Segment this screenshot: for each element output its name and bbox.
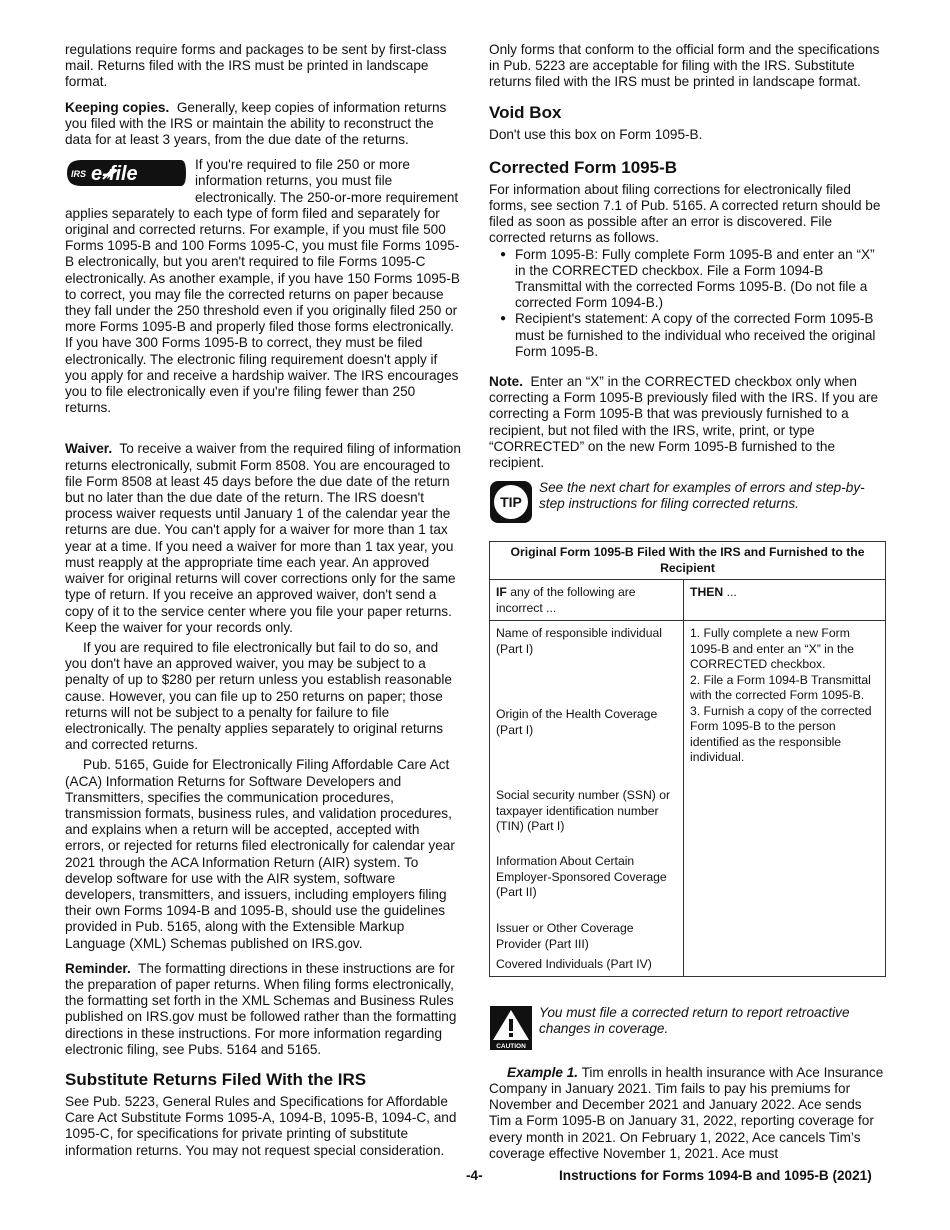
efile-text: If you're required to file 250 or more information returns, you must file electronically. The 250-or-more requirement applies separately to each type of form filed and separately for original and corrected returns. For example, if you must file 500 Forms 1095-B and 100 Forms 1095-C, you must file Forms 1095-B electronically, but you aren't required to file Forms 1095-C electronically. As another example, if you have 150 Forms 1095-B to correct, you may file the corrected returns on paper because they fall under the 250 threshold even if you originally filed 250 or more Forms 1095-B and properly filed those forms electronically. If you have 300 Forms 1095-B to correct, they must be filed electronically. The electronic filing requirement doesn't apply if you apply for and receive a hardship waiver. The IRS encourages you to file electronically even if you're filing fewer than 250 returns.	[65, 157, 460, 416]
document-title: Instructions for Forms 1094-B and 1095-B (2021)	[559, 1168, 872, 1183]
table-title: Original Form 1095-B Filed With the IRS and Furnished to the Recipient	[490, 542, 886, 580]
tip-text: See the next chart for examples of errors and step-by-step instructions for filing corrected returns.	[539, 480, 865, 512]
table-row: Name of responsible individual (Part I)	[496, 626, 662, 656]
page-number: -4-	[466, 1168, 483, 1183]
intro-paragraph: regulations require forms and packages to be sent by first-class mail. Returns filed with the IRS must be printed in landscape format.	[65, 42, 447, 90]
table-header-then: THEN ...	[684, 580, 886, 621]
tip-box	[489, 480, 886, 524]
table-row: Covered Individuals (Part IV)	[496, 957, 652, 972]
reminder-lead: Reminder.	[65, 960, 131, 976]
table-step: 1. Fully complete a new Form 1095-B and enter an “X” in the CORRECTED checkbox.	[690, 626, 854, 672]
table-then-cell	[684, 621, 886, 977]
list-item: ● Recipient's statement: A copy of the corrected Form 1095-B must be furnished to the individual who received the original Form 1095-B.	[489, 311, 886, 360]
tip-icon	[489, 480, 533, 524]
waiver-text: To receive a waiver from the required filing of information returns electronically, submit Form 8508. You are encouraged to file Form 8508 at least 45 days before the due date of the return but no later than the due date of the return. The IRS doesn't process waiver requests until January 1 of the calendar year the returns are due. You can't apply for a waiver for more than 1 tax year at a time. If you need a waiver for more than 1 tax year, you must reapply at the appropriate time each year. An approved waiver for original returns will cover corrections only for the same type of return. If you receive an approved waiver, don't send a copy of it to the service center where you file your paper returns. Keep the waiver for your records only.	[65, 441, 461, 635]
penalty-paragraph: If you are required to file electronically but fail to do so, and you don't have an approved waiver, you may be subject to a penalty of up to $280 per return unless you establish reasonable cause. However, you can file up to 250 returns on paper; those returns will not be subject to a penalty for failure to file electronically. The penalty applies separately to original returns and corrected returns.	[65, 639, 452, 753]
keeping-copies-text: Generally, keep copies of information returns you filed with the IRS or maintain the ability to reconstruct the data for at least 3 years, from the due date of the returns.	[65, 99, 447, 148]
svg-text:CAUTION: CAUTION	[496, 1042, 526, 1050]
void-box-heading: Void Box	[489, 102, 562, 122]
pub5165-paragraph: Pub. 5165, Guide for Electronically Filing Affordable Care Act (ACA) Information Returns for Software Developers and Transmitters, specifies the communication procedures, transmission formats, business rules, and validation procedures, and explains when a return will be accepted, accepted with errors, or rejected for returns filed electronically for calendar year 2021 through the ACA Information Return (AIR) system. To develop software for use with the AIR system, software developers, transmitters, and issuers, including employers filing their own Forms 1094-B and 1095-B, should use the guidelines provided in Pub. 5165, along with the Extensible Markup Language (XML) Schemas published on IRS.gov.	[65, 757, 455, 951]
waiver-lead: Waiver.	[65, 441, 113, 457]
keeping-copies-lead: Keeping copies.	[65, 99, 170, 115]
table-header-if: IF any of the following are incorrect ...	[490, 580, 684, 621]
reminder-paragraph	[65, 961, 461, 1058]
corrected-heading: Corrected Form 1095-B	[489, 157, 678, 177]
example-lead: Example 1.	[507, 1064, 579, 1080]
note-text: Enter an “X” in the CORRECTED checkbox only when correcting a Form 1095-B previously filed with the IRS. If you are correcting a Form 1095-B that was previously furnished to a recipient, but not filed with the IRS, write, print, or type “CORRECTED” on the new Form 1095-B furnished to the recipient.	[489, 374, 879, 471]
corrected-paragraph: For information about filing corrections for electronically filed forms, see section 7.1 of Pub. 5165. A corrected return should be filed as soon as possible after an error is discovered. File corrected returns as follows.	[489, 181, 881, 246]
caution-box	[489, 1005, 886, 1051]
table-row: Information About Certain Employer-Sponsored Coverage (Part II)	[496, 854, 667, 900]
table-row: Issuer or Other Coverage Provider (Part III)	[496, 921, 634, 951]
right-intro-paragraph: Only forms that conform to the official form and the specifications in Pub. 5223 are acceptable for filing with the IRS. Substitute returns filed with the IRS must be printed in landscape format.	[489, 42, 880, 90]
table-if-cell	[490, 621, 684, 977]
left-column	[65, 42, 461, 1159]
reminder-text: The formatting directions in these instructions are for the preparation of paper returns. When filing forms electronically, the formatting set forth in the XML Schemas and Business Rules published on IRS.gov must be followed rather than the formatting directions in these instructions. For more information regarding electronic filing, see Pubs. 5164 and 5165.	[65, 960, 457, 1057]
substitute-heading: Substitute Returns Filed With the IRS	[65, 1069, 367, 1089]
note-paragraph	[489, 374, 886, 471]
substitute-paragraph: See Pub. 5223, General Rules and Specifications for Affordable Care Act Substitute Forms 1095-A, 1094-B, 1095-B, 1094-C, and 1095-C, for specifications for private printing of substitute information returns. You may not request special consideration.	[65, 1093, 457, 1158]
caution-icon	[489, 1005, 533, 1051]
example-paragraph	[489, 1065, 886, 1162]
table-step: 2. File a Form 1094-B Transmittal with the corrected Form 1095-B.	[690, 672, 871, 703]
svg-text:TIP: TIP	[500, 494, 522, 511]
list-item: ● Form 1095-B: Fully complete Form 1095-B and enter an “X” in the CORRECTED checkbox. File a Form 1094-B Transmittal with the corrected Forms 1095-B. (Do not file a corrected Form 1094-B.)	[489, 247, 886, 312]
waiver-paragraph	[65, 441, 461, 635]
corrected-bullet-list	[489, 247, 886, 360]
table-row: Origin of the Health Coverage (Part I)	[496, 707, 658, 737]
table-step: 3. Furnish a copy of the corrected Form 1095-B to the person identified as the responsible individual.	[690, 703, 872, 765]
irs-efile-logo-icon	[65, 157, 187, 189]
example-text: Tim enrolls in health insurance with Ace Insurance Company in January 2021. Tim fails to pay his premiums for November and December 2021 and January 2022. Ace sends Tim a Form 1095-B on January 31, 2022, reporting coverage for every month in 2021. On February 1, 2022, Ace cancels Tim’s coverage effective November 1, 2021. Ace must	[489, 1064, 884, 1161]
keeping-copies-paragraph	[65, 100, 461, 149]
void-box-text: Don't use this box on Form 1095-B.	[489, 126, 703, 142]
table-row: Social security number (SSN) or taxpayer identification number (TIN) (Part I)	[496, 788, 671, 834]
note-lead: Note.	[489, 374, 523, 390]
efile-paragraph	[65, 157, 461, 416]
svg-text:e-file: e-file	[91, 163, 138, 186]
svg-text:IRS: IRS	[71, 169, 87, 180]
corrections-table	[489, 541, 886, 977]
caution-text: You must file a corrected return to report retroactive changes in coverage.	[539, 1004, 850, 1036]
right-column	[489, 42, 886, 1162]
